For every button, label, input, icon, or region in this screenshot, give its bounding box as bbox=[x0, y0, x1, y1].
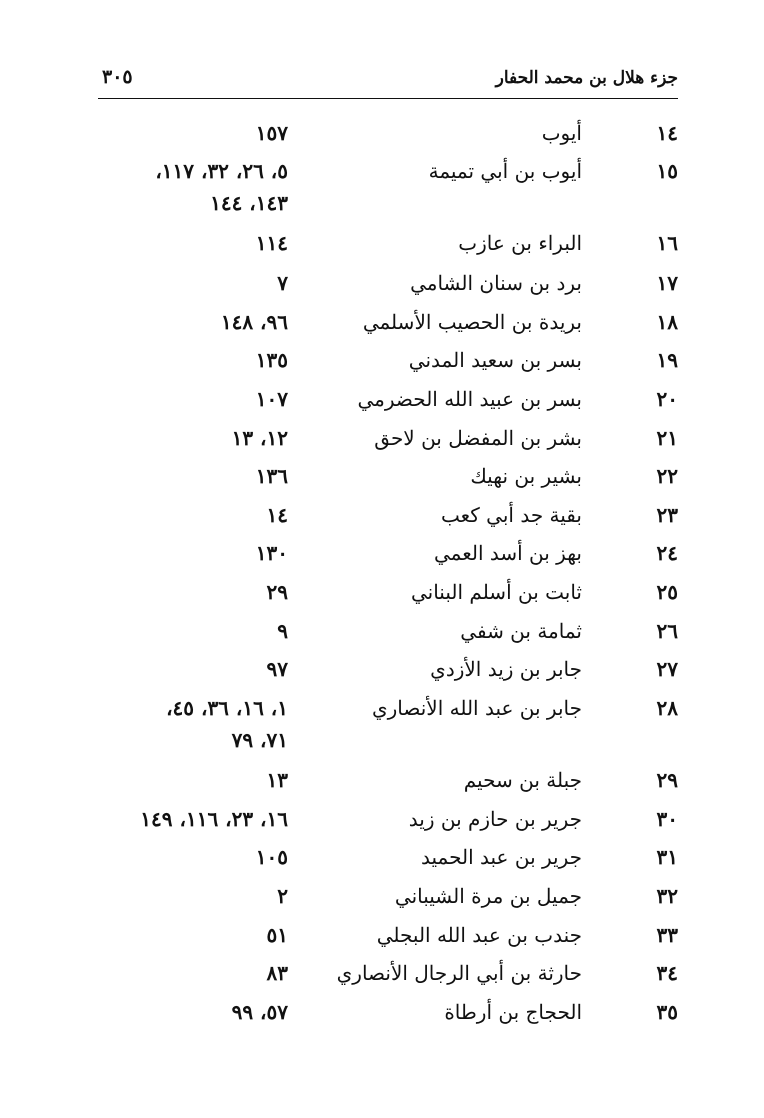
index-entry bbox=[0, 763, 764, 797]
entry-pages: ١٥٧ bbox=[255, 121, 288, 145]
index-entry bbox=[0, 614, 764, 648]
entry-pages: ٩٦، ١٤٨ bbox=[220, 310, 288, 334]
entry-pages: ١٣٦ bbox=[255, 464, 288, 488]
entry-name: ثمامة بن شفي bbox=[460, 619, 582, 643]
index-entry bbox=[0, 536, 764, 570]
entry-pages-continued: ١٤٣، ١٤٤ bbox=[210, 191, 288, 215]
entry-pages: ١٦، ٢٣، ١١٦، ١٤٩ bbox=[140, 807, 288, 831]
entry-pages: ٩٧ bbox=[266, 657, 288, 681]
entry-name: بهز بن أسد العمي bbox=[433, 541, 582, 565]
entry-name: أيوب بن أبي تميمة bbox=[428, 159, 582, 183]
entry-name: جابر بن عبد الله الأنصاري bbox=[371, 696, 582, 720]
entry-name: جابر بن زيد الأزدي bbox=[430, 657, 582, 681]
entry-number: ٣٣ bbox=[656, 923, 678, 947]
entry-name: البراء بن عازب bbox=[458, 231, 582, 255]
entry-number: ١٨ bbox=[656, 310, 678, 334]
entry-number: ٢٧ bbox=[656, 657, 678, 681]
index-entry bbox=[0, 652, 764, 686]
entry-pages: ١٣ bbox=[266, 768, 288, 792]
index-entry bbox=[0, 226, 764, 260]
entry-name: جبلة بن سحيم bbox=[463, 768, 582, 792]
index-entry bbox=[0, 879, 764, 913]
entry-number: ١٤ bbox=[656, 121, 678, 145]
entry-number: ٢١ bbox=[656, 426, 678, 450]
entry-number: ٣٢ bbox=[656, 884, 678, 908]
entry-number: ٢٢ bbox=[656, 464, 678, 488]
entry-pages-continued: ٧١، ٧٩ bbox=[231, 728, 288, 752]
entry-number: ١٩ bbox=[656, 348, 678, 372]
entry-pages: ١٣٠ bbox=[255, 541, 288, 565]
index-entry bbox=[0, 498, 764, 532]
entry-number: ١٦ bbox=[656, 231, 678, 255]
index-entry bbox=[0, 840, 764, 874]
page-header bbox=[98, 62, 678, 99]
entry-number: ٢٦ bbox=[656, 619, 678, 643]
entry-pages: ٧ bbox=[277, 271, 288, 295]
entry-pages: ١٤ bbox=[266, 503, 288, 527]
index-entry bbox=[0, 116, 764, 150]
entry-name: بسر بن سعيد المدني bbox=[408, 348, 582, 372]
entry-name: حارثة بن أبي الرجال الأنصاري bbox=[336, 961, 582, 985]
index-entry bbox=[0, 802, 764, 836]
index-entry bbox=[0, 956, 764, 990]
entry-number: ٢٠ bbox=[656, 387, 678, 411]
index-entry bbox=[0, 382, 764, 416]
entry-number: ١٧ bbox=[656, 271, 678, 295]
index-entry bbox=[0, 266, 764, 300]
entry-pages: ١٠٥ bbox=[255, 845, 288, 869]
entry-number: ٣٤ bbox=[656, 961, 678, 985]
running-title: جزء هلال بن محمد الحفار bbox=[495, 68, 678, 88]
entry-name: أيوب bbox=[541, 121, 582, 145]
entry-pages: ٥١ bbox=[266, 923, 288, 947]
index-entry bbox=[0, 691, 764, 752]
index-entry bbox=[0, 421, 764, 455]
entry-pages: ٢ bbox=[277, 884, 288, 908]
entry-name: بقية جد أبي كعب bbox=[441, 503, 582, 527]
entry-name: بشر بن المفضل بن لاحق bbox=[374, 426, 582, 450]
page-number: ٣٠٥ bbox=[102, 66, 133, 88]
entry-name: برد بن سنان الشامي bbox=[410, 271, 582, 295]
entry-pages: ١، ١٦، ٣٦، ٤٥، bbox=[166, 696, 288, 720]
index-entry bbox=[0, 154, 764, 215]
entry-name: جندب بن عبد الله البجلي bbox=[376, 923, 582, 947]
entry-pages: ١١٤ bbox=[255, 231, 288, 255]
entry-pages: ١٣٥ bbox=[255, 348, 288, 372]
index-entry bbox=[0, 343, 764, 377]
entry-name: جميل بن مرة الشيباني bbox=[394, 884, 582, 908]
entry-name: جرير بن حازم بن زيد bbox=[408, 807, 582, 831]
entry-pages: ٢٩ bbox=[266, 580, 288, 604]
entry-number: ٢٣ bbox=[656, 503, 678, 527]
entry-number: ٢٩ bbox=[656, 768, 678, 792]
entry-pages: ١٠٧ bbox=[255, 387, 288, 411]
entry-number: ٣٥ bbox=[656, 1000, 678, 1024]
entry-number: ٢٨ bbox=[656, 696, 678, 720]
entry-number: ٣٠ bbox=[656, 807, 678, 831]
entry-number: ٣١ bbox=[656, 845, 678, 869]
entry-number: ١٥ bbox=[656, 159, 678, 183]
entry-pages: ٥، ٢٦، ٣٢، ١١٧، bbox=[155, 159, 288, 183]
index-entry bbox=[0, 918, 764, 952]
entry-pages: ١٢، ١٣ bbox=[231, 426, 288, 450]
entry-name: جرير بن عبد الحميد bbox=[421, 845, 582, 869]
entry-pages: ٥٧، ٩٩ bbox=[231, 1000, 288, 1024]
entry-pages: ٩ bbox=[277, 619, 288, 643]
index-entry bbox=[0, 995, 764, 1029]
entry-name: الحجاج بن أرطاة bbox=[444, 1000, 582, 1024]
entry-name: بسر بن عبيد الله الحضرمي bbox=[357, 387, 582, 411]
entry-name: بريدة بن الحصيب الأسلمي bbox=[362, 310, 582, 334]
entry-number: ٢٤ bbox=[656, 541, 678, 565]
entry-name: ثابت بن أسلم البناني bbox=[410, 580, 582, 604]
entry-name: بشير بن نهيك bbox=[470, 464, 582, 488]
entry-pages: ٨٣ bbox=[266, 961, 288, 985]
entry-number: ٢٥ bbox=[656, 580, 678, 604]
index-entry bbox=[0, 575, 764, 609]
index-entry bbox=[0, 305, 764, 339]
index-entry bbox=[0, 459, 764, 493]
